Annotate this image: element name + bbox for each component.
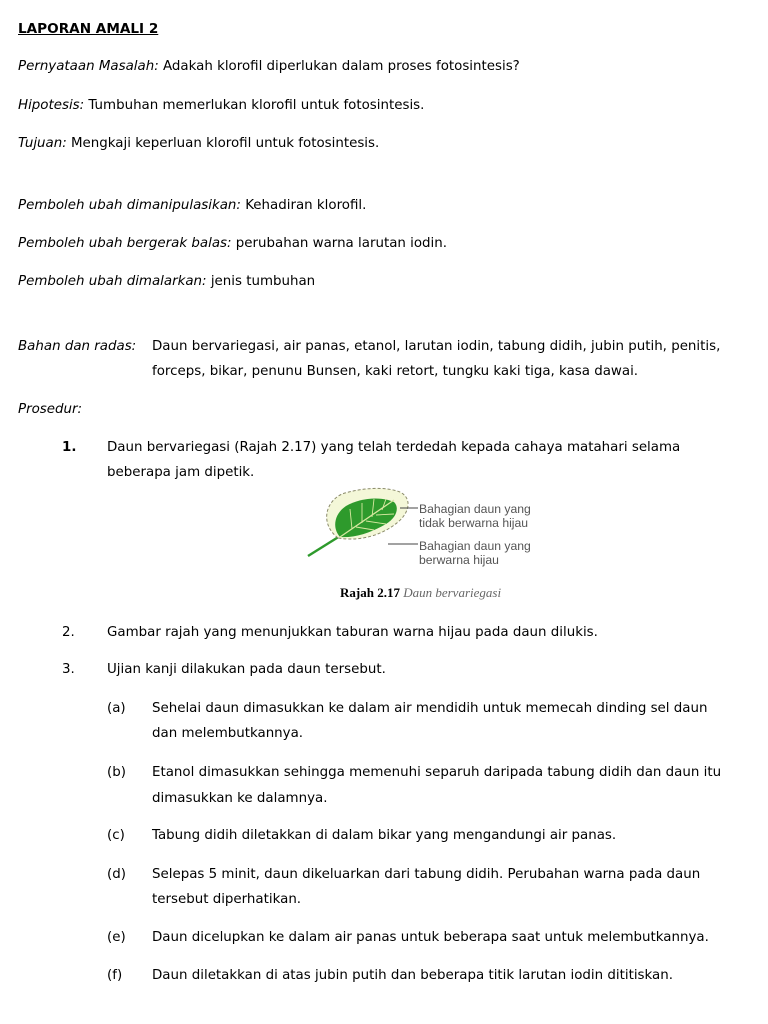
step-text: beberapa jam dipetik. (107, 465, 255, 480)
figure-caption-number: Rajah 2.17 (340, 585, 400, 600)
responding-value: perubahan warna larutan iodin. (231, 236, 448, 251)
aim-value: Mengkaji keperluan klorofil untuk fotosintesis. (66, 136, 380, 151)
substep-text: dimasukkan ke dalamnya. (152, 791, 328, 806)
figure-caption-text: Daun bervariegasi (399, 585, 502, 600)
substep-text: dan melembutkannya. (152, 726, 304, 741)
problem-value: Adakah klorofil diperlukan dalam proses fotosintesis? (158, 59, 520, 74)
substep-letter: (d) (107, 867, 126, 882)
substep-letter: (a) (107, 701, 126, 716)
substep-text: Daun dicelupkan ke dalam air panas untuk beberapa saat untuk melembutkannya. (152, 930, 709, 945)
materials-line-2: forceps, bikar, penunu Bunsen, kaki retort, tungku kaki tiga, kasa dawai. (152, 364, 639, 379)
manipulated-value: Kehadiran klorofil. (240, 198, 367, 213)
substep-letter: (e) (107, 930, 126, 945)
step-number: 2. (62, 625, 75, 640)
step-number: 3. (62, 662, 75, 677)
figure-label-green-1: Bahagian daun yang (419, 539, 531, 553)
figure-caption (340, 585, 501, 601)
hypothesis-value: Tumbuhan memerlukan klorofil untuk fotosintesis. (84, 98, 425, 113)
substep-letter: (f) (107, 968, 123, 983)
substep-letter: (b) (107, 765, 126, 780)
manipulated-label: Pemboleh ubah dimanipulasikan: (18, 198, 241, 213)
substep-text: Tabung didih diletakkan di dalam bikar yang mengandungi air panas. (152, 828, 617, 843)
substep-text: Etanol dimasukkan sehingga memenuhi separuh daripada tabung didih dan daun itu (152, 765, 722, 780)
materials-label: Bahan dan radas: (18, 339, 137, 354)
figure-label-white-2: tidak berwarna hijau (419, 516, 529, 530)
substep-text: Sehelai daun dimasukkan ke dalam air mendidih untuk memecah dinding sel daun (152, 701, 708, 716)
figure-label-white-1: Bahagian daun yang (419, 502, 531, 516)
substep-text: Selepas 5 minit, daun dikeluarkan dari tabung didih. Perubahan warna pada daun (152, 867, 701, 882)
hypothesis-label: Hipotesis: (18, 98, 85, 113)
substep-text: Daun diletakkan di atas jubin putih dan beberapa titik larutan iodin dititiskan. (152, 968, 673, 983)
step-number: 1. (62, 440, 77, 455)
figure-label-green-2: berwarna hijau (419, 553, 499, 567)
aim-label: Tujuan: (18, 136, 67, 151)
hypothesis (18, 98, 424, 113)
manipulated-variable (18, 198, 366, 213)
procedure-label: Prosedur: (18, 402, 82, 417)
constant-variable (18, 274, 315, 289)
substep-letter: (c) (107, 828, 125, 843)
variegated-leaf-figure (300, 484, 545, 604)
substep-text: tersebut diperhatikan. (152, 892, 302, 907)
problem-statement (18, 59, 520, 74)
step-text: Gambar rajah yang menunjukkan taburan warna hijau pada daun dilukis. (107, 625, 598, 640)
constant-value: jenis tumbuhan (206, 274, 316, 289)
materials-line-1: Daun bervariegasi, air panas, etanol, larutan iodin, tabung didih, jubin putih, penitis, (152, 339, 721, 354)
step-text: Daun bervariegasi (Rajah 2.17) yang telah terdedah kepada cahaya matahari selama (107, 440, 681, 455)
responding-variable (18, 236, 447, 251)
step-text: Ujian kanji dilakukan pada daun tersebut. (107, 662, 386, 677)
problem-label: Pernyataan Masalah: (18, 59, 159, 74)
responding-label: Pemboleh ubah bergerak balas: (18, 236, 232, 251)
constant-label: Pemboleh ubah dimalarkan: (18, 274, 207, 289)
report-title: LAPORAN AMALI 2 (18, 21, 159, 37)
aim (18, 136, 379, 151)
